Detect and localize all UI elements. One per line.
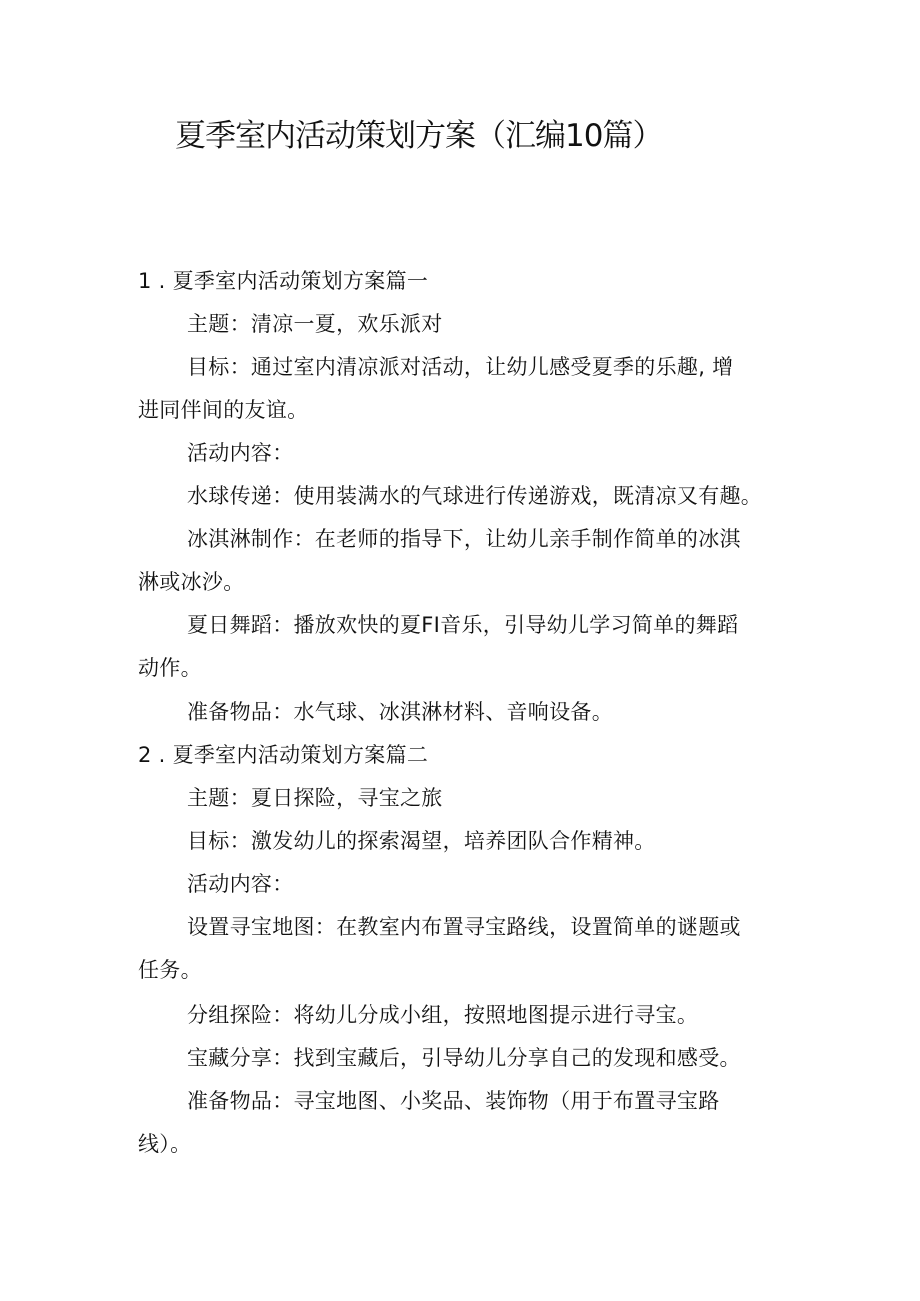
goal-line: 目标：激发幼儿的探索渴望，培养团队合作精神。 [187,829,656,853]
goal-line: 目标：通过室内清凉派对活动，让幼儿感受夏季的乐趣, 增 [187,355,734,379]
activity-item: 设置寻宝地图：在教室内布置寻宝路线，设置简单的谜题或 [187,915,741,939]
activity-item-continued: 淋或冰沙。 [138,570,245,594]
activity-item: 宝藏分享：找到宝藏后，引导幼儿分享自己的发现和感受。 [187,1046,741,1070]
materials-line: 准备物品：水气球、冰淇淋材料、音响设备。 [187,700,613,724]
activity-item: 分组探险：将幼儿分成小组，按照地图提示进行寻宝。 [187,1003,699,1027]
activity-item-continued: 动作。 [138,656,202,680]
theme-line: 主题：夏日探险，寻宝之旅 [187,786,443,810]
goal-line-continued: 进同伴间的友谊。 [138,398,309,422]
activity-item: 水球传递：使用装满水的气球进行传递游戏，既清凉又有趣。 [187,484,763,508]
section-heading: 2 . 夏季室内活动策划方案篇二 [138,743,429,767]
materials-line: 准备物品：寻宝地图、小奖品、装饰物（用于布置寻宝路 [187,1089,720,1113]
document-title: 夏季室内活动策划方案（汇编10篇） [175,118,663,154]
content-label: 活动内容： [187,441,294,465]
theme-line: 主题：清凉一夏，欢乐派对 [187,312,443,336]
materials-line-continued: 线）。 [138,1132,192,1156]
content-label: 活动内容： [187,872,294,896]
activity-item: 冰淇淋制作：在老师的指导下，让幼儿亲手制作简单的冰淇 [187,527,741,551]
section-heading: 1 . 夏季室内活动策划方案篇一 [138,269,429,293]
activity-item: 夏日舞蹈：播放欢快的夏FI音乐，引导幼儿学习简单的舞蹈 [187,613,739,637]
activity-item-continued: 任务。 [138,958,202,982]
